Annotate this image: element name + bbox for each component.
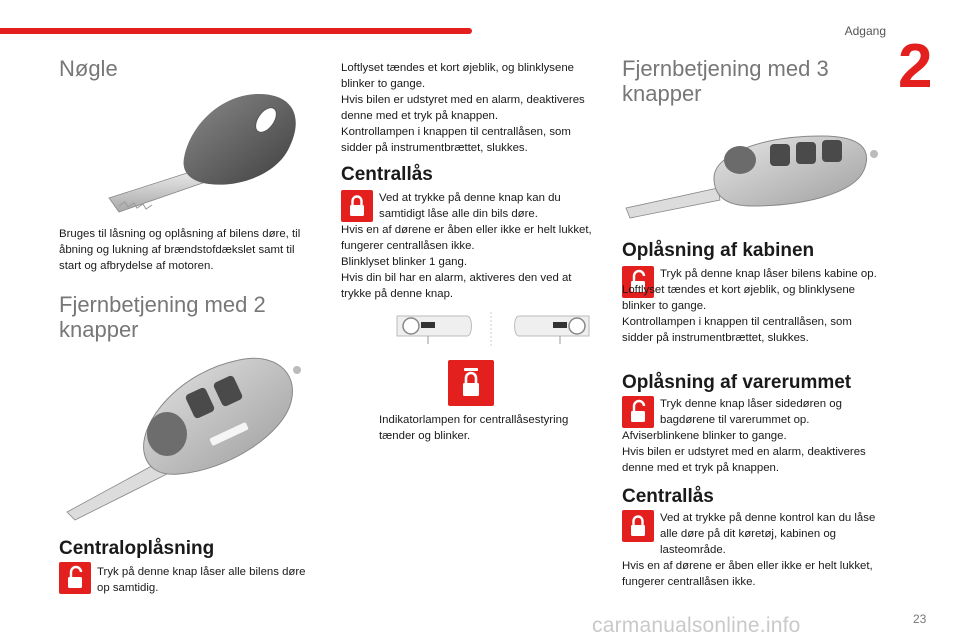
key-heading: Nøgle <box>59 56 118 81</box>
cab-unlock-heading: Oplåsning af kabinen <box>622 240 815 261</box>
cargo-unlock-heading: Oplåsning af varerummet <box>622 372 852 393</box>
key-description: Bruges til låsning og oplåsning af bilens døre, til åbning og lukning af brændstofdækslet samt til start og afbrydelse af motoren. <box>59 228 301 272</box>
central-lock-description: Ved at trykke på denne knap kan du samtidigt låse alle din bils døre. Hvis en af dørene er åben eller ikke er helt lukket, fungerer centrallåsen ikke. Blinklyset blinker 1 gang. Hvis din bil har en alarm, aktiveres den ved at trykke på denne knap. <box>341 192 592 300</box>
unlock-icon <box>59 562 91 594</box>
remote3-heading: Fjernbetjening med 3 knapper <box>622 56 829 106</box>
remote-3-button-illustration <box>622 130 882 220</box>
central-unlock-heading: Centraloplåsning <box>59 538 215 559</box>
top-accent-bar <box>0 28 472 34</box>
cargo-unlock-description: Tryk denne knap låser sidedøren og bagdørene til varerummet op. Afviserblinkene blinker to gange. Hvis bilen er udstyret med en alarm, deaktiveres denne med et tryk på knappen. <box>622 398 866 474</box>
indicator-description: Indikatorlampen for centrallåsestyring tænder og blinker. <box>379 414 569 442</box>
central-lock-indicator-icon <box>448 360 494 406</box>
dashboard-lock-illustration <box>393 306 593 350</box>
cab-unlock-description: Tryk på denne knap låser bilens kabine op. Loftlyset tændes et kort øjeblik, og blinklysene blinker to gange. Kontrollampen i knappen til centrallåsen, som sidder på instrumentbrættet, slukkes. <box>622 268 877 344</box>
central-unlock-description: Tryk på denne knap låser alle bilens døre op samtidig. <box>97 566 306 594</box>
section-label: Adgang <box>844 24 886 38</box>
remote-2-button-illustration <box>59 352 319 522</box>
watermark: carmanualsonline.info <box>592 614 801 637</box>
central-lock-heading: Centrallås <box>341 164 433 185</box>
key-illustration <box>89 88 319 218</box>
intro-description: Loftlyset tændes et kort øjeblik, og blinklysene blinker to gange. Hvis bilen er udstyret med en alarm, deaktiveres denne med et tryk på knappen. Kontrollampen i knappen til centrallåsen, som sidder på instrumentbrættet, slukkes. <box>341 62 585 154</box>
chapter-number: 2 <box>898 32 933 101</box>
central-lock-2-description: Ved at trykke på denne kontrol kan du låse alle døre på dit køretøj, kabinen og lasteområde. Hvis en af dørene er åben eller ikke er helt lukket, fungerer centrallåsen ikke. <box>622 512 876 588</box>
central-lock-2-heading: Centrallås <box>622 486 714 507</box>
remote2-heading: Fjernbetjening med 2 knapper <box>59 292 266 342</box>
page-number: 23 <box>913 612 927 626</box>
